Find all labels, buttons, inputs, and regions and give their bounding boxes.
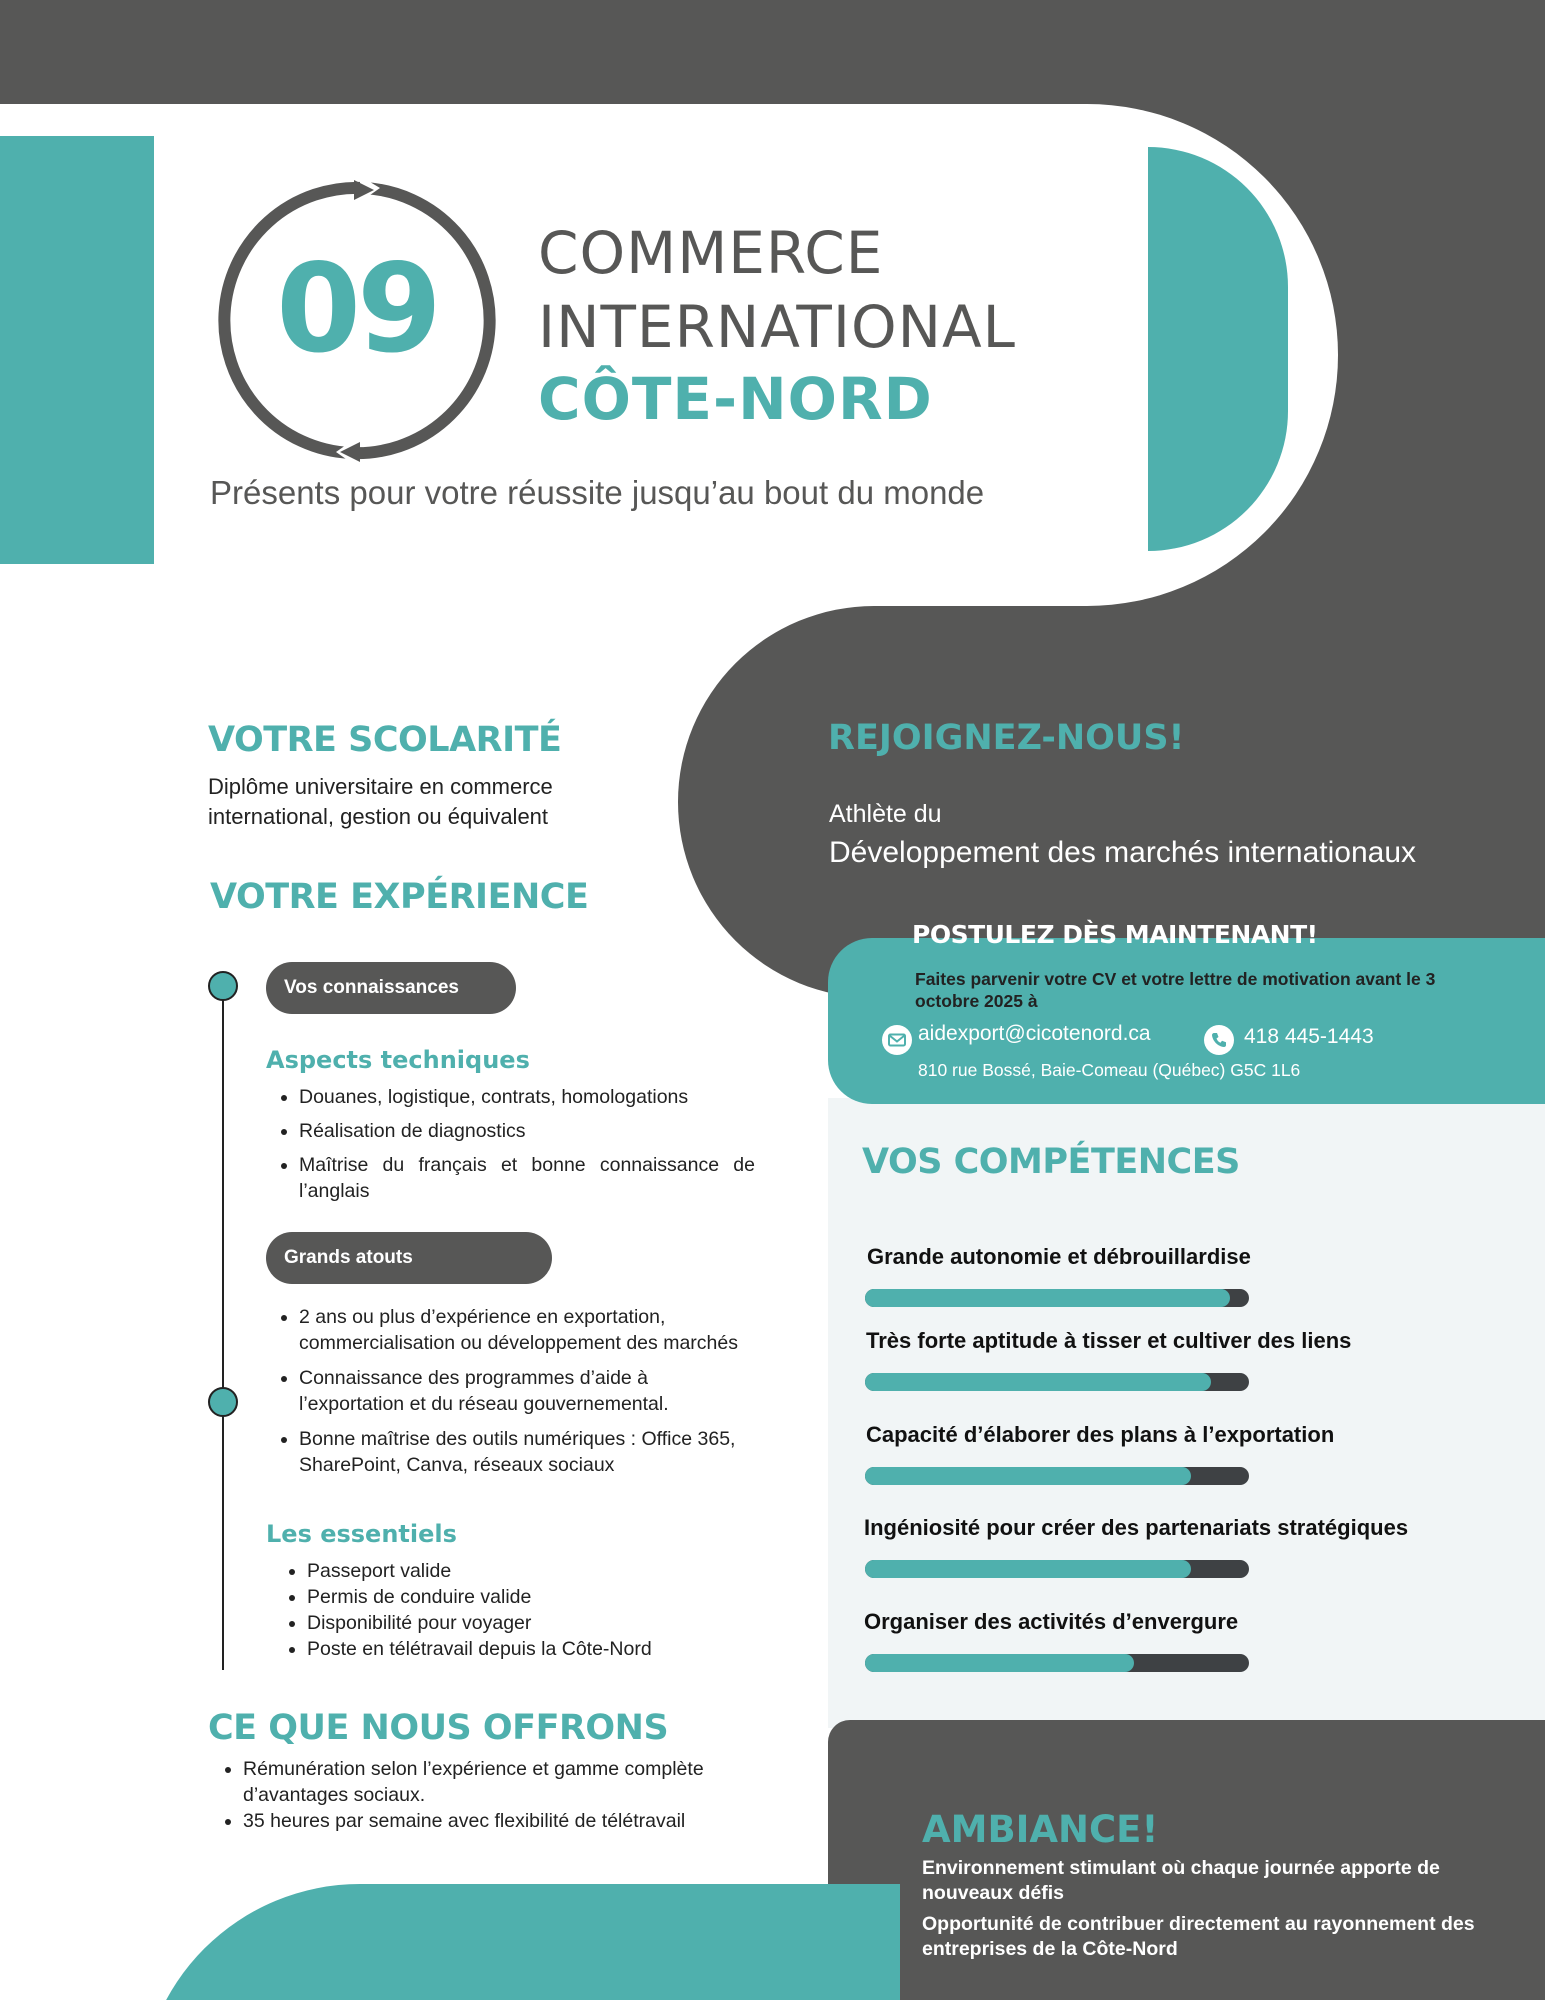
phone-icon (1204, 1025, 1234, 1055)
connaissances-pill: Vos connaissances (266, 962, 516, 1014)
scolarite-heading: VOTRE SCOLARITÉ (208, 720, 562, 760)
skill-label: Capacité d’élaborer des plans à l’exportation (866, 1422, 1335, 1447)
ambiance-line-2: Opportunité de contribuer directement au rayonnement des entreprises de la Côte-Nord (922, 1913, 1475, 1960)
skill-label: Ingéniosité pour créer des partenariats stratégiques (864, 1515, 1409, 1540)
skill-bar-fill (865, 1654, 1134, 1672)
logo-number: 09 (276, 238, 438, 380)
timeline-dot (208, 1387, 238, 1417)
list-item: Passeport valide (283, 1558, 743, 1584)
aspects-list (275, 1084, 755, 1212)
list-item: Disponibilité pour voyager (283, 1610, 743, 1636)
apply-title: POSTULEZ DÈS MAINTENANT! (912, 920, 1318, 949)
timeline-line (222, 986, 224, 1670)
skill-bar (865, 1560, 1249, 1578)
phone-link[interactable]: 418 445-1443 (1244, 1025, 1374, 1048)
address-text: 810 rue Bossé, Baie-Comeau (Québec) G5C 1L6 (918, 1060, 1301, 1080)
apply-text: Faites parvenir votre CV et votre lettre de motivation avant le 3 octobre 2025 à (915, 969, 1436, 1011)
essentiels-list (283, 1558, 743, 1662)
skill-bar-fill (865, 1560, 1191, 1578)
list-item: Bonne maîtrise des outils numériques : Office 365, SharePoint, Canva, réseaux sociaux (275, 1426, 755, 1478)
list-item: Permis de conduire valide (283, 1584, 743, 1610)
list-item: Connaissance des programmes d’aide à l’exportation et du réseau gouvernemental. (275, 1365, 755, 1417)
envelope-icon (882, 1025, 912, 1055)
skill-bar-fill (865, 1373, 1211, 1391)
title-line-1: COMMERCE (538, 219, 884, 287)
title-line-2: INTERNATIONAL (538, 293, 1016, 361)
scolarite-text: Diplôme universitaire en commerce international, gestion ou équivalent (208, 774, 553, 829)
role-line-2: Développement des marchés internationaux (829, 836, 1417, 869)
offrons-list (219, 1756, 779, 1834)
competences-heading: VOS COMPÉTENCES (862, 1142, 1240, 1182)
role-line-1: Athlète du (829, 800, 942, 828)
ambiance-heading: AMBIANCE! (922, 1808, 1159, 1851)
rejoignez-heading: REJOIGNEZ-NOUS! (828, 718, 1185, 758)
list-item: Réalisation de diagnostics (275, 1118, 755, 1144)
skill-label: Grande autonomie et débrouillardise (867, 1244, 1251, 1269)
list-item: Poste en télétravail depuis la Côte-Nord (283, 1636, 743, 1662)
atouts-pill: Grands atouts (266, 1232, 552, 1284)
skill-bar-fill (865, 1467, 1191, 1485)
list-item: 2 ans ou plus d’expérience en exportation, commercialisation ou développement des marchés (275, 1304, 755, 1356)
offrons-heading: CE QUE NOUS OFFRONS (208, 1708, 669, 1748)
atouts-list (275, 1304, 755, 1487)
left-teal-bar (0, 136, 154, 564)
skill-bar (865, 1289, 1249, 1307)
skill-bar-fill (865, 1289, 1230, 1307)
list-item: Maîtrise du français et bonne connaissance de l’anglais (275, 1152, 755, 1204)
bottom-teal-shape (140, 1884, 900, 2000)
skill-bar (865, 1467, 1249, 1485)
experience-heading: VOTRE EXPÉRIENCE (210, 877, 589, 917)
list-item: 35 heures par semaine avec flexibilité de télétravail (219, 1808, 779, 1834)
list-item: Douanes, logistique, contrats, homologations (275, 1084, 755, 1110)
aspects-heading: Aspects techniques (266, 1046, 530, 1074)
skill-bar (865, 1654, 1249, 1672)
tagline: Présents pour votre réussite jusqu’au bout du monde (210, 474, 985, 511)
timeline-dot (208, 971, 238, 1001)
title-line-3: CÔTE-NORD (538, 365, 933, 433)
skill-label: Organiser des activités d’envergure (864, 1609, 1239, 1634)
essentiels-heading: Les essentiels (266, 1520, 457, 1548)
email-link[interactable]: aidexport@cicotenord.ca (918, 1022, 1151, 1045)
skill-bar (865, 1373, 1249, 1391)
skill-label: Très forte aptitude à tisser et cultiver des liens (866, 1328, 1352, 1353)
ambiance-line-1: Environnement stimulant où chaque journée apporte de nouveaux défis (922, 1857, 1440, 1904)
list-item: Rémunération selon l’expérience et gamme complète d’avantages sociaux. (219, 1756, 779, 1808)
